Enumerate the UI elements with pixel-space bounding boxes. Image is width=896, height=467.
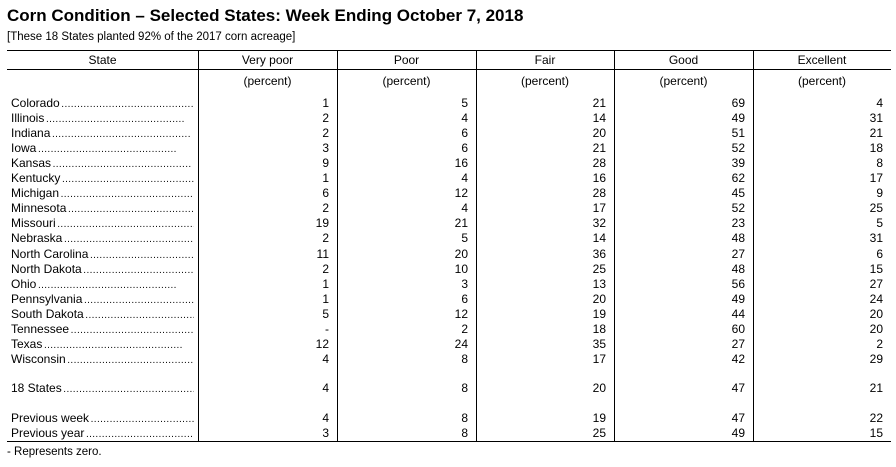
percent-value: 36	[592, 247, 606, 261]
footnote: - Represents zero.	[7, 446, 102, 458]
percent-value: 8	[876, 156, 883, 170]
table-row	[7, 277, 891, 292]
unit-label: (percent)	[659, 74, 708, 88]
state-label	[11, 171, 194, 186]
percent-value: 19	[315, 216, 329, 230]
percent-value: 48	[731, 262, 745, 276]
percent-value: 14	[592, 231, 606, 245]
percent-value: 49	[731, 426, 745, 440]
percent-value: 12	[454, 307, 468, 321]
percent-value: 16	[454, 156, 468, 170]
percent-value: 1	[322, 171, 329, 185]
state-name: Nebraska	[11, 231, 63, 245]
percent-value: 4	[322, 411, 329, 425]
percent-value: 49	[731, 292, 745, 306]
percent-value: 2	[322, 201, 329, 215]
percent-value: -	[325, 322, 329, 336]
percent-value: 2	[876, 337, 883, 351]
state-label	[11, 186, 194, 201]
table-row	[7, 111, 891, 126]
state-label	[11, 231, 194, 246]
unit-label: (percent)	[243, 74, 292, 88]
state-label	[11, 126, 194, 141]
percent-value: 62	[731, 171, 745, 185]
table-row	[7, 352, 891, 367]
percent-value: 20	[869, 307, 883, 321]
percent-value: 8	[461, 411, 468, 425]
table-bottom-rule	[7, 441, 891, 442]
percent-value: 21	[592, 96, 606, 110]
unit-label: (percent)	[520, 74, 570, 88]
percent-value: 1	[322, 277, 329, 291]
percent-value: 10	[454, 262, 468, 276]
state-label	[11, 247, 194, 262]
state-name: Illinois	[11, 111, 45, 125]
table-row	[7, 141, 891, 156]
percent-value: 47	[731, 381, 745, 395]
percent-value: 6	[322, 186, 329, 200]
state-label	[11, 141, 194, 156]
percent-value: 49	[731, 111, 745, 125]
state-label	[11, 111, 194, 126]
total-row	[7, 381, 891, 396]
percent-value: 9	[322, 156, 329, 170]
table-row	[7, 307, 891, 322]
percent-value: 29	[869, 352, 883, 366]
state-name: Minnesota	[11, 201, 67, 215]
percent-value: 21	[592, 141, 606, 155]
state-name: South Dakota	[11, 307, 84, 321]
state-name: Michigan	[11, 186, 60, 200]
table-row	[7, 171, 891, 186]
percent-value: 18	[869, 141, 883, 155]
table-row	[7, 156, 891, 171]
percent-value: 27	[869, 277, 883, 291]
percent-value: 15	[869, 426, 883, 440]
state-name: Previous week	[11, 411, 90, 425]
percent-value: 69	[731, 96, 745, 110]
percent-value: 2	[322, 126, 329, 140]
percent-value: 20	[454, 247, 468, 261]
state-name: North Carolina	[11, 247, 89, 261]
percent-value: 5	[876, 216, 883, 230]
percent-value: 28	[592, 186, 606, 200]
percent-value: 48	[731, 231, 745, 245]
state-label	[11, 381, 194, 396]
percent-value: 5	[461, 96, 468, 110]
percent-value: 52	[731, 141, 745, 155]
percent-value: 3	[461, 277, 468, 291]
percent-value: 4	[322, 381, 329, 395]
column-header-row	[7, 50, 891, 70]
table-row	[7, 231, 891, 246]
percent-value: 4	[876, 96, 883, 110]
state-name: North Dakota	[11, 262, 82, 276]
state-name: Colorado	[11, 96, 60, 110]
state-label	[11, 262, 194, 277]
percent-value: 31	[869, 231, 883, 245]
percent-value: 60	[731, 322, 745, 336]
percent-value: 13	[592, 277, 606, 291]
percent-value: 27	[731, 337, 745, 351]
state-label	[11, 352, 194, 367]
percent-value: 42	[731, 352, 745, 366]
percent-value: 4	[322, 352, 329, 366]
percent-value: 3	[322, 426, 329, 440]
percent-value: 2	[322, 262, 329, 276]
state-name: Wisconsin	[11, 352, 66, 366]
percent-value: 56	[731, 277, 745, 291]
state-name: Kansas	[11, 156, 52, 170]
percent-value: 27	[731, 247, 745, 261]
percent-value: 11	[316, 247, 329, 261]
percent-value: 1	[322, 96, 329, 110]
percent-value: 17	[869, 171, 883, 185]
previous-year-row	[7, 426, 891, 441]
state-name: Texas	[11, 337, 43, 351]
percent-value: 2	[322, 231, 329, 245]
state-name: 18 States	[11, 381, 62, 395]
table-row	[7, 126, 891, 141]
state-label	[11, 292, 194, 307]
table-subtitle: [These 18 States planted 92% of the 2017 corn acreage]	[7, 31, 296, 43]
percent-value: 2	[461, 322, 468, 336]
percent-value: 19	[592, 411, 606, 425]
percent-value: 18	[592, 322, 606, 336]
state-name: Indiana	[11, 126, 51, 140]
table-row	[7, 292, 891, 307]
percent-value: 2	[322, 111, 329, 125]
percent-value: 14	[592, 111, 606, 125]
state-name: Missouri	[11, 216, 56, 230]
percent-value: 1	[322, 292, 329, 306]
percent-value: 20	[592, 292, 606, 306]
state-label	[11, 411, 194, 426]
percent-value: 22	[869, 411, 883, 425]
previous-week-row	[7, 411, 891, 426]
unit-label: (percent)	[382, 74, 431, 88]
percent-value: 5	[461, 231, 468, 245]
units-row	[7, 69, 891, 91]
table-row	[7, 201, 891, 216]
column-header-poor: Poor	[393, 53, 420, 67]
percent-value: 52	[731, 201, 745, 215]
percent-value: 3	[322, 141, 329, 155]
state-label	[11, 201, 194, 216]
percent-value: 23	[731, 216, 745, 230]
percent-value: 28	[592, 156, 606, 170]
state-name: Tennessee	[11, 322, 70, 336]
percent-value: 24	[454, 337, 468, 351]
state-name: Kentucky	[11, 171, 61, 185]
percent-value: 35	[592, 337, 606, 351]
state-label	[11, 216, 194, 231]
percent-value: 20	[592, 381, 606, 395]
table-row	[7, 322, 891, 337]
percent-value: 24	[869, 292, 883, 306]
percent-value: 20	[869, 322, 883, 336]
unit-label: (percent)	[797, 74, 847, 88]
percent-value: 45	[731, 186, 745, 200]
table-row	[7, 337, 891, 352]
percent-value: 6	[461, 141, 468, 155]
percent-value: 8	[461, 352, 468, 366]
percent-value: 25	[592, 262, 606, 276]
percent-value: 16	[592, 171, 606, 185]
percent-value: 21	[869, 126, 883, 140]
state-name: Iowa	[11, 141, 37, 155]
percent-value: 15	[869, 262, 883, 276]
percent-value: 25	[869, 201, 883, 215]
column-header-fair: Fair	[534, 53, 556, 67]
state-label	[11, 426, 194, 441]
table-row	[7, 186, 891, 201]
percent-value: 6	[876, 247, 883, 261]
percent-value: 19	[592, 307, 606, 321]
table-row	[7, 96, 891, 111]
percent-value: 6	[461, 126, 468, 140]
table-row	[7, 262, 891, 277]
state-name: Pennsylvania	[11, 292, 83, 306]
column-header-very-poor: Very poor	[241, 53, 294, 67]
percent-value: 17	[592, 352, 606, 366]
percent-value: 17	[592, 201, 606, 215]
percent-value: 4	[461, 201, 468, 215]
table-row	[7, 247, 891, 262]
percent-value: 5	[322, 307, 329, 321]
table-row	[7, 216, 891, 231]
state-name: Ohio	[11, 277, 37, 291]
state-label	[11, 156, 194, 171]
percent-value: 39	[731, 156, 745, 170]
percent-value: 6	[461, 292, 468, 306]
percent-value: 31	[869, 111, 883, 125]
state-label	[11, 337, 194, 352]
percent-value: 4	[461, 171, 468, 185]
column-header-good: Good	[668, 53, 699, 67]
percent-value: 12	[454, 186, 468, 200]
percent-value: 44	[731, 307, 745, 321]
state-name: Previous year	[11, 426, 85, 440]
percent-value: 4	[461, 111, 468, 125]
state-label	[11, 277, 194, 292]
percent-value: 21	[454, 216, 468, 230]
percent-value: 32	[592, 216, 606, 230]
column-header-state: State	[88, 53, 117, 67]
percent-value: 8	[461, 381, 468, 395]
state-label	[11, 307, 194, 322]
percent-value: 25	[592, 426, 606, 440]
column-header-excellent: Excellent	[797, 53, 847, 67]
percent-value: 8	[461, 426, 468, 440]
percent-value: 47	[731, 411, 745, 425]
percent-value: 9	[876, 186, 883, 200]
percent-value: 20	[592, 126, 606, 140]
percent-value: 21	[869, 381, 883, 395]
state-label	[11, 96, 194, 111]
table-title: Corn Condition – Selected States: Week Ending October 7, 2018	[7, 6, 524, 25]
percent-value: 51	[731, 126, 745, 140]
percent-value: 12	[315, 337, 329, 351]
state-label	[11, 322, 194, 337]
